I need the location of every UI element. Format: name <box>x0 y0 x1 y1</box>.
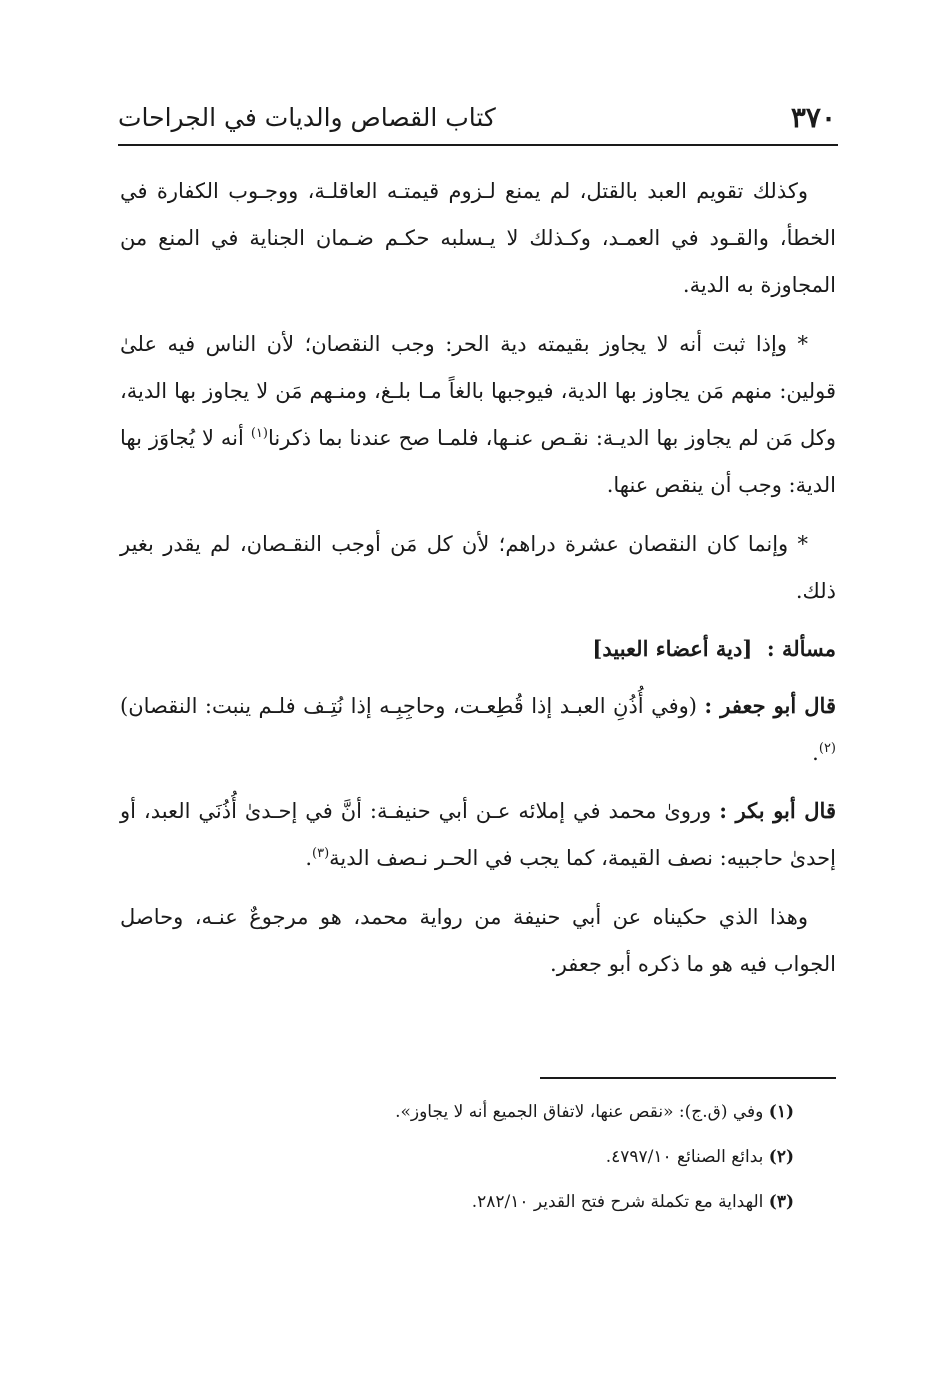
page-header <box>118 92 836 142</box>
paragraph-4 <box>120 682 836 777</box>
paragraph-5-end: . <box>305 846 313 870</box>
paragraph-6: وهذا الذي حكيناه عن أبي حنيفة من رواية محمد، هو مرجوعٌ عنـه، وحاصل الجواب فيه هو ما ذكره أبو جعفر. <box>120 905 836 976</box>
paragraph-4-text: (وفي أُذُنِ العبـد إذا قُطِعـت، وحاجِبِـه إذا نُتِـف فلـم ينبت: النقصان) <box>120 694 705 718</box>
footnote-ref-1: (١) <box>250 426 268 441</box>
footnote-2 <box>120 1135 794 1180</box>
main-text <box>120 168 836 998</box>
header-rule <box>118 144 838 146</box>
footnote-3-number: (٣) <box>768 1192 794 1212</box>
running-title: كتاب القصاص والديات في الجراحات <box>118 102 496 132</box>
speaker-abu-bakr: قال أبو بكر : <box>719 798 836 823</box>
footnote-1 <box>120 1090 794 1135</box>
paragraph-5 <box>120 787 836 882</box>
paragraph-3: * وإنما كان النقصان عشرة دراهم؛ لأن كل مَن أوجب النقـصان، لم يقدر بغير ذلك. <box>120 532 836 603</box>
masala-title: [دية أعضاء العبيد] <box>592 636 753 661</box>
paragraph-5-text: وروىٰ محمد في إملائه عـن أبي حنيفـة: أنَّ في إحـدىٰ أُذُنَي العبد، أو إحدىٰ حاجبيه: نصف القيمة، كما يجب في الحـر نـصف الدية <box>120 799 836 870</box>
footnote-3-text: الهداية مع تكملة شرح فتح القدير ٢٨٢/١٠. <box>471 1192 769 1212</box>
footnote-2-number: (٢) <box>768 1147 794 1167</box>
footnotes <box>120 1090 794 1225</box>
paragraph-2 <box>120 321 836 509</box>
footnote-ref-2: (٢) <box>818 741 836 756</box>
page-number: ٣٧٠ <box>790 100 836 134</box>
paragraph-2-text-b: أنه لا يُجاوَز بها الدية: وجب أن ينقص عنها. <box>120 426 836 497</box>
speaker-abu-jafar: قال أبو جعفر : <box>704 693 836 718</box>
footnote-1-text: وفي (ق.ج): «نقص عنها، لاتفاق الجميع أنه لا يجاوز». <box>395 1102 769 1122</box>
footnote-2-text: بدائع الصنائع ٤٧٩٧/١٠. <box>605 1147 769 1167</box>
paragraph-2-text-a: * وإذا ثبت أنه لا يجاوز بقيمته دية الحر: وجب النقصان؛ لأن الناس فيه علىٰ قولين: منهم مَن يجاوز بها الدية، فيوجبها بالغاً مـا بلـغ، ومنـهم مَن لا يجاوز بها الدية، وكل مَن لم يجاوز بها الديـة: نقـص عنـها، فلمـا صح عندنا بما ذكرنا <box>120 332 836 450</box>
paragraph-4-end: . <box>812 741 819 765</box>
masala-label: مسألة : <box>766 636 836 661</box>
footnote-3 <box>120 1180 794 1225</box>
footnote-1-number: (١) <box>768 1102 794 1122</box>
paragraph-1: وكذلك تقويم العبد بالقتل، لم يمنع لـزوم قيمتـه العاقلـة، ووجـوب الكفارة في الخطأ، والقـود في العمـد، وكـذلك لا يـسلبه حكـم ضـمان الجناية في المنع من المجاوزة به الدية. <box>120 179 836 297</box>
masala-heading <box>120 625 836 672</box>
footnote-rule <box>540 1077 836 1079</box>
footnote-ref-3: (٣) <box>312 846 330 861</box>
